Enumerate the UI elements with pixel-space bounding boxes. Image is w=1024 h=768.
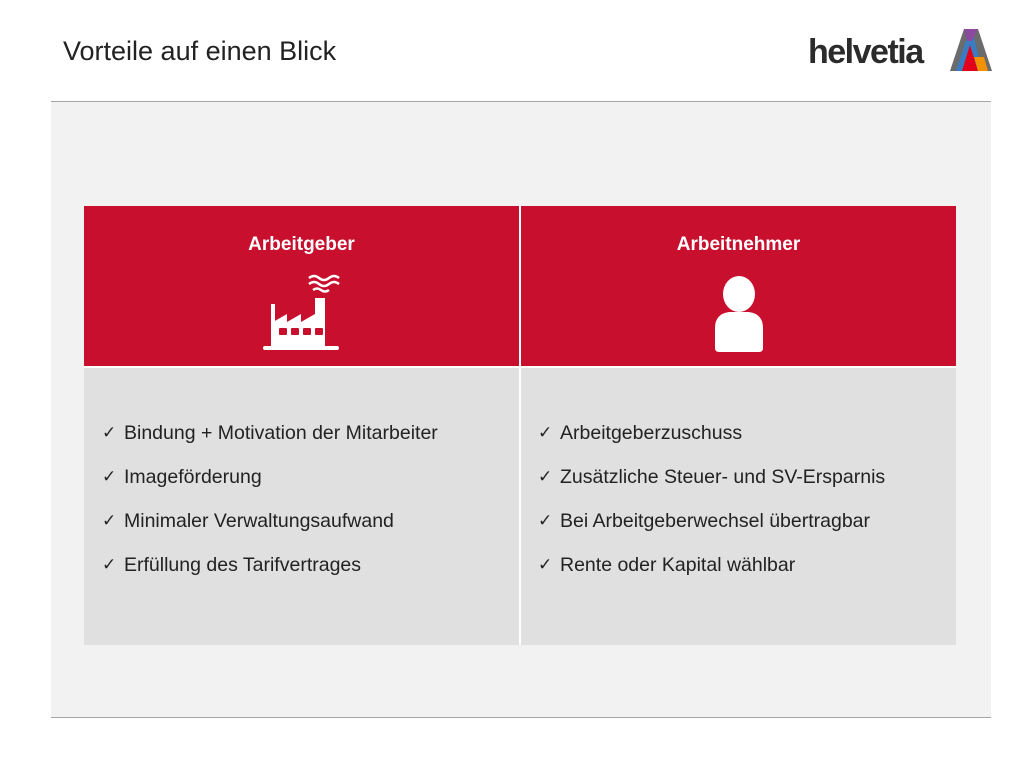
column-title-arbeitnehmer: Arbeitnehmer: [676, 234, 801, 255]
check-icon: ✓: [102, 555, 117, 574]
list-item: ✓ Erfüllung des Tarifvertrages: [102, 553, 362, 576]
check-icon: ✓: [538, 423, 553, 442]
check-icon: ✓: [102, 423, 117, 442]
person-icon: [709, 270, 769, 361]
logo-mark-icon: [948, 27, 992, 73]
benefits-arbeitnehmer: [521, 368, 956, 645]
check-icon: ✓: [102, 511, 117, 530]
benefits-table: [84, 206, 956, 645]
header-arbeitnehmer: [521, 206, 956, 366]
helvetia-logo: [808, 26, 998, 76]
list-item: ✓ Imageförderung: [102, 465, 262, 488]
list-item: ✓ Zusätzliche Steuer- und SV-Ersparnis: [538, 465, 886, 488]
benefits-arbeitgeber: [84, 368, 519, 645]
logo-text: helvetia: [808, 33, 923, 71]
page-title: Vorteile auf einen Blick: [63, 36, 337, 66]
list-item: ✓ Arbeitgeberzuschuss: [538, 421, 743, 444]
check-icon: ✓: [102, 467, 117, 486]
list-item: ✓ Bindung + Motivation der Mitarbeiter: [102, 421, 438, 444]
list-item: ✓ Minimaler Verwaltungsaufwand: [102, 509, 394, 532]
list-item: ✓ Rente oder Kapital wählbar: [538, 553, 796, 576]
factory-icon: [263, 270, 341, 361]
column-title-arbeitgeber: Arbeitgeber: [248, 234, 355, 255]
header-arbeitgeber: [84, 206, 519, 366]
list-item: ✓ Bei Arbeitgeberwechsel übertragbar: [538, 509, 871, 532]
check-icon: ✓: [538, 511, 553, 530]
check-icon: ✓: [538, 555, 553, 574]
check-icon: ✓: [538, 467, 553, 486]
